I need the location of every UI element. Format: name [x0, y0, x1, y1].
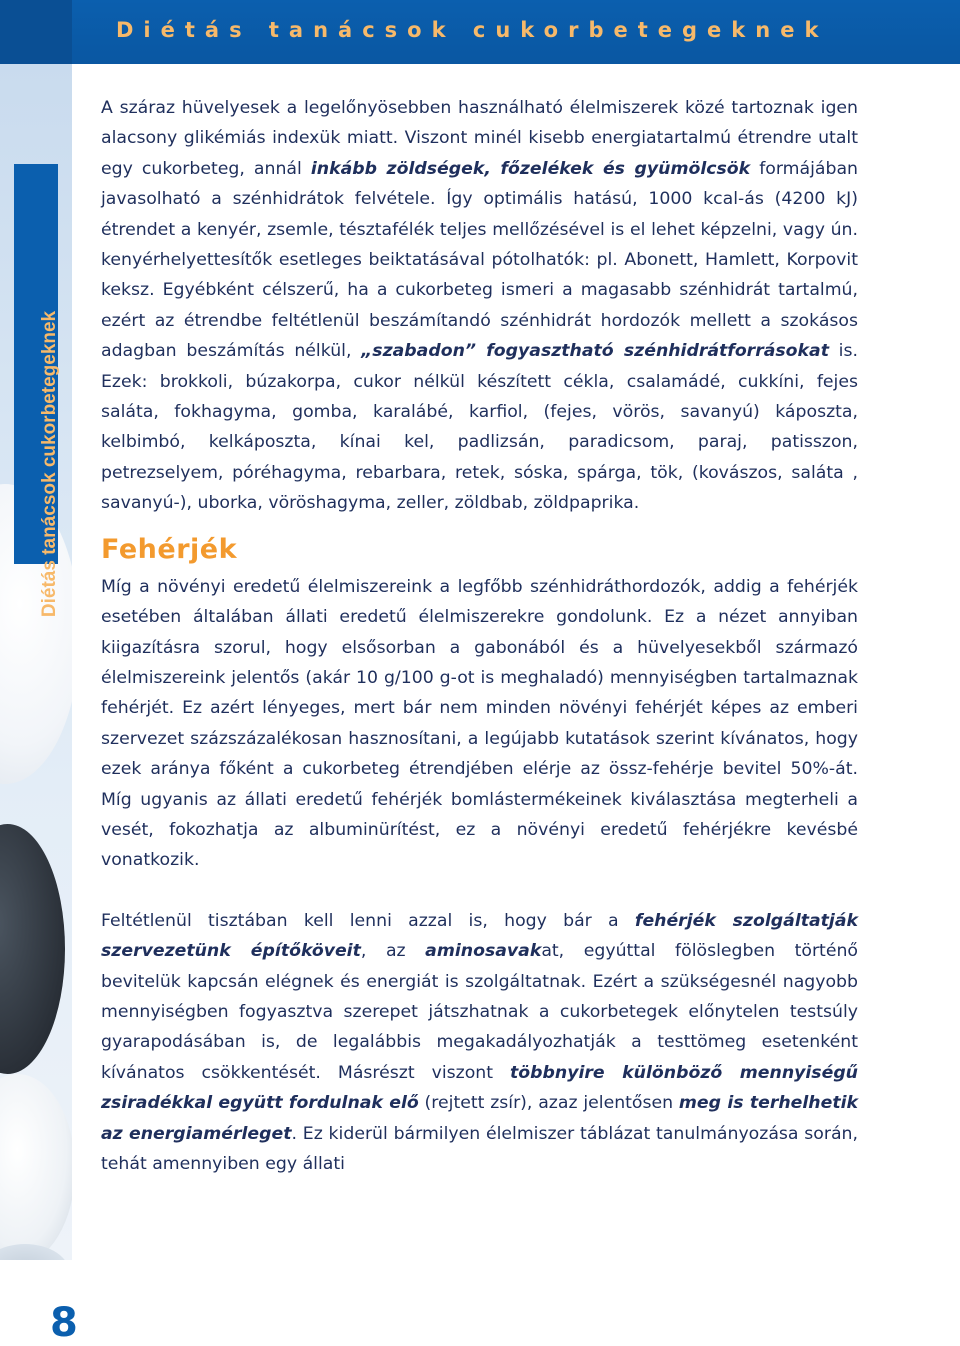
text-run: . Ez kiderül bármilyen élelmiszer táblázat tanulmányozása során, tehát amennyiben egy állati [101, 1123, 858, 1174]
emphasis-text: meg is terhelhetik az energiamérleget [101, 1093, 859, 1144]
paragraph-proteins-intro: Míg a növényi eredetű élelmiszereink a legfőbb szénhidráthordozók, addig a fehérjék esetében általában állati eredetű élelmiszerekre gondolunk. Ez a nézet annyiban kiigazításra szorul, hogy elsősorban a gabonából és a hüvelyesekből származó élelmiszereink jelentős (akár 10 g/100 g-ot is meghaladó) mennyiségben tartalmaznak fehérjét. Ez azért lényeges, mert bár nem minden növényi fehérjét képes az emberi szervezet százszázalékosan hasznosítani, a legújabb kutatások szerint kívánatos, hogy ezek aránya főként a cukorbeteg étrendjében elérje az össz-fehérje bevitel 50%-át. Míg ugyanis az állati eredetű fehérjék bomlástermékeinek kiválasztása megterheli a vesét, fokozhatja az albuminürítést, ez a növényi eredetű fehérjékre kevésbé vonatkozik. [101, 576, 858, 871]
emphasis-text: inkább zöldségek, főzelékek és gyümölcsök [310, 158, 751, 179]
emphasis-text: többnyire különböző mennyiségű zsiradékkal együtt fordulnak elő [101, 1062, 858, 1114]
paragraph-proteins-energy [101, 906, 858, 1180]
decorative-shadow-image [0, 1244, 70, 1260]
emphasis-text: aminosavak [425, 941, 542, 962]
sidebar-vertical-title: Diétás tanácsok cukorbetegeknek [39, 310, 60, 618]
decorative-egg-image [0, 1074, 72, 1260]
decorative-avocado-image [0, 824, 65, 1074]
header-band [0, 0, 960, 64]
text-run: is. Ezek: brokkoli, búzakorpa, cukor nélkül készített cékla, csalamádé, cukkíni, fejes saláta, fokhagyma, gomba, karalábé, karfiol, (fejes, vörös, savanyú) káposzta, kelbimbó, kelkáposzta, kínai kel, padlizsán, paradicsom, paraj, patisszon, petrezselyem, póréhagyma, rebarbara, retek, sóska, spárga, tök, (kovászos, saláta , savanyú-), uborka, vöröshagyma, zeller, zöldbab, zöldpaprika. [101, 341, 858, 514]
header-accent-block [0, 0, 72, 64]
paragraph-gap [101, 876, 858, 906]
text-run: at, egyúttal fölöslegben történő bevitelük kapcsán elégnek és energiát is szolgáltatnak. Ezért a szükségesnél nagyobb mennyiségben fogyasztva szerepet játszhatnak a cukorbetegek előnytelen testsúly gyarapodásában is, de legalábbis megakadályozhatják a testtömeg esetenként kívánatos csökkentését. Másrészt viszont [101, 941, 858, 1083]
text-run: Feltétlenül tisztában kell lenni azzal is, hogy bár a [101, 910, 635, 931]
text-run: A száraz hüvelyesek a legelőnyösebben használható élelmiszerek közé tartoznak igen alacsony glikémiás indexük miatt. Viszont minél kisebb energiatartalmú étrendre utalt egy cukorbeteg, annál [101, 98, 858, 179]
emphasis-text: fehérjék szolgáltatják szervezetünk építőköveit [101, 910, 858, 962]
text-run: , az [360, 941, 426, 962]
main-content [101, 93, 858, 1179]
sidebar-tab [14, 164, 60, 618]
paragraph-carbohydrates [101, 93, 858, 519]
page-number: 8 [50, 1300, 78, 1346]
text-run: (rejtett zsír), azaz jelentősen [418, 1093, 679, 1114]
emphasis-text: „szabadon” fogyasztható szénhidrátforrásokat [361, 341, 829, 362]
text-run: formájában javasolható a szénhidrátok felvétele. Így optimális hatású, 1000 kcal-ás (4200 kJ) étrendet a kenyér, zsemle, tésztafélék teljes mellőzésével is el lehet képzelni, vagy ún. kenyérhelyettesítők esetleges beiktatásával pótolhatók: pl. Abonett, Hamlett, Korpovit keksz. Egyébként célszerű, ha a cukorbeteg ismeri a magasabb szénhidrát tartalmú, ezért az étrendbe feltétlenül beszámítandó szénhidrát hordozók mellett a szokásos adagban beszámítás nélkül, [101, 158, 858, 362]
section-heading-proteins: Fehérjék [101, 533, 238, 565]
sidebar-band [0, 64, 72, 1260]
header-title: Diétás tanácsok cukorbetegeknek [116, 18, 829, 42]
